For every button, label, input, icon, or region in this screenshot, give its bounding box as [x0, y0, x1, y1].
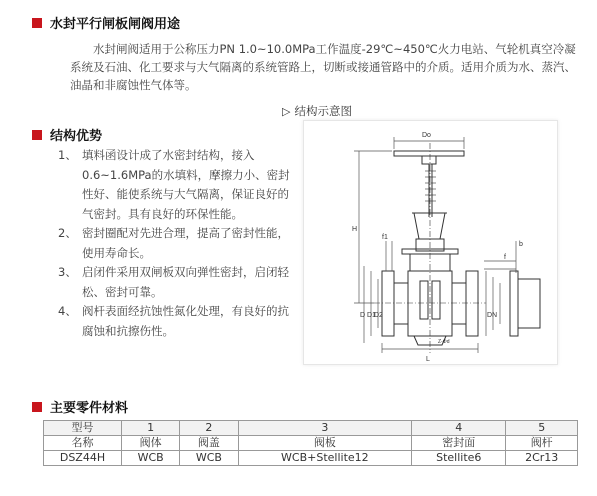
- triangle-right-icon: ▷: [282, 104, 291, 118]
- table-cell: WCB: [122, 451, 180, 466]
- table-row: [44, 436, 578, 451]
- usage-paragraph: 水封闸阀适用于公称压力PN 1.0~10.0MPa工作温度-29℃~450℃火力电站、气轮机真空冷凝系统及石油、化工要求与大气隔离的系统管路上，切断或接通管路中的介质。适用介质为水、蒸汽、油晶和非腐蚀性气体等。: [70, 42, 576, 92]
- section-marker-icon: [32, 402, 42, 412]
- list-item-text: 填料函设计成了水密封结构，接入0.6~1.6MPa的水填料，摩擦力小、密封性好、能使系统与大气隔离，保证良好的气密封。具有良好的环保性能。: [82, 148, 290, 221]
- list-item-number: 3、: [58, 265, 77, 279]
- table-cell: 密封面: [412, 436, 506, 451]
- table-header-cell: 2: [180, 421, 238, 436]
- list-item-number: 4、: [58, 304, 77, 318]
- list-item: [58, 302, 290, 341]
- diagram-caption-text: 结构示意图: [294, 104, 352, 118]
- table-cell: Stellite6: [412, 451, 506, 466]
- table-header-cell: 3: [238, 421, 412, 436]
- section-title-text: 水封平行闸板闸阀用途: [50, 17, 181, 32]
- section-marker-icon: [32, 130, 42, 140]
- table-header-cell: 4: [412, 421, 506, 436]
- label-f1: f1: [382, 234, 388, 241]
- label-dn: DN: [487, 312, 498, 319]
- list-item-number: 1、: [58, 148, 77, 162]
- section-marker-icon: [32, 18, 42, 28]
- table-header-cell: 5: [506, 421, 578, 436]
- table-cell: WCB+Stellite12: [238, 451, 412, 466]
- label-h: H: [352, 226, 358, 233]
- table-cell: DSZ44H: [44, 451, 122, 466]
- section-advantages-title: [32, 125, 102, 144]
- label-d2: D2: [374, 312, 383, 319]
- table-cell: 2Cr13: [506, 451, 578, 466]
- table-cell: 阀体: [122, 436, 180, 451]
- structure-diagram: [303, 120, 558, 365]
- section-materials-title: [32, 397, 128, 416]
- list-item: [58, 263, 290, 302]
- section-title-text: 主要零件材料: [50, 401, 129, 416]
- usage-description: [70, 40, 580, 94]
- list-item: [58, 146, 290, 224]
- label-f: f: [504, 254, 506, 261]
- list-item-text: 密封圈配对先进合理，提高了密封性能，使用寿命长。: [82, 226, 289, 260]
- label-do: Do: [422, 132, 431, 139]
- label-z: Z-Φd: [438, 339, 450, 345]
- diagram-caption: [282, 103, 352, 119]
- table-row: [44, 451, 578, 466]
- table-header-cell: 1: [122, 421, 180, 436]
- list-item-text: 阀杆表面经抗蚀性氮化处理，有良好的抗腐蚀和抗擦伤性。: [82, 304, 289, 338]
- table-cell: 阀盖: [180, 436, 238, 451]
- label-d: D: [360, 312, 366, 319]
- label-l: L: [426, 356, 430, 363]
- section-usage-title: [32, 13, 180, 32]
- table-cell: 阀板: [238, 436, 412, 451]
- section-title-text: 结构优势: [50, 129, 103, 144]
- table-header-cell: 型号: [44, 421, 122, 436]
- materials-table: [43, 420, 578, 466]
- label-b: b: [519, 241, 523, 248]
- valve-drawing: [304, 121, 559, 366]
- list-item: [58, 224, 290, 263]
- list-item-number: 2、: [58, 226, 77, 240]
- advantages-list: [58, 146, 290, 341]
- table-cell: 名称: [44, 436, 122, 451]
- list-item-text: 启闭件采用双闸板双向弹性密封，启闭轻松、密封可靠。: [82, 265, 289, 299]
- table-cell: WCB: [180, 451, 238, 466]
- table-cell: 阀杆: [506, 436, 578, 451]
- table-header-row: [44, 421, 578, 436]
- label-d1: D1: [367, 312, 376, 319]
